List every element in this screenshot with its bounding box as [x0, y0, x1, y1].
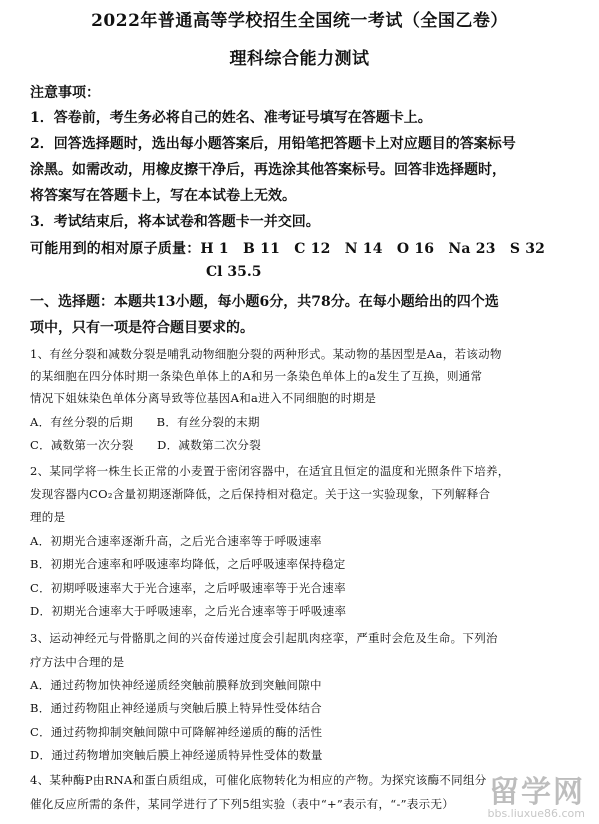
q3-option-d: D．通过药物增加突触后膜上神经递质特异性受体的数量: [30, 748, 323, 762]
watermark: [487, 767, 585, 820]
q3-stem-line-1: 3、运动神经元与骨骼肌之间的兴奋传递过度会引起肌肉痉挛，严重时会危及生命。下列治: [30, 631, 498, 645]
q1-options-cd: C．减数第一次分裂 D．减数第二次分裂: [30, 438, 262, 452]
watermark-url: bbs.liuxue86.com: [487, 807, 585, 820]
q3-option-a: A．通过药物加快神经递质经突触前膜释放到突触间隙中: [30, 678, 322, 692]
q3-option-c: C．通过药物抑制突触间隙中可降解神经递质的酶的活性: [30, 725, 323, 739]
section-1-heading-line-2: 项中，只有一项是符合题目要求的。: [30, 320, 254, 336]
q2-option-c: C．初期呼吸速率大于光合速率，之后呼吸速率等于光合速率: [30, 581, 346, 595]
q3-option-b: B．通过药物阻止神经递质与突触后膜上特异性受体结合: [30, 701, 322, 715]
notes-heading: 注意事项：: [30, 85, 100, 101]
q2-stem-line-2: 发现容器内CO₂含量初期逐渐降低，之后保持相对稳定。关于这一实验现象，下列解释合: [30, 487, 491, 501]
q2-option-b: B．初期光合速率和呼吸速率均降低，之后呼吸速率保持稳定: [30, 557, 346, 571]
exam-subtitle: 理科综合能力测试: [229, 49, 370, 69]
q2-stem-line-1: 2、某同学将一株生长正常的小麦置于密闭容器中，在适宜且恒定的温度和光照条件下培养，: [30, 464, 510, 478]
note-2-line-1: 2．回答选择题时，选出每小题答案后，用铅笔把答题卡上对应题目的答案标号: [30, 136, 516, 152]
q2-option-a: A．初期光合速率逐渐升高，之后光合速率等于呼吸速率: [30, 534, 322, 548]
exam-title: 2022年普通高等学校招生全国统一考试（全国乙卷）: [91, 11, 508, 31]
section-1-heading-line-1: 一、选择题：本题共13小题，每小题6分，共78分。在每小题给出的四个选: [30, 294, 499, 310]
q4-stem-line-1: 4、某种酶P由RNA和蛋白质组成，可催化底物转化为相应的产物。为探究该酶不同组分: [30, 773, 487, 787]
note-2-line-3: 将答案写在答题卡上，写在本试卷上无效。: [30, 188, 296, 204]
atomic-masses-line-2: Cl 35.5: [206, 264, 262, 280]
q4-stem-line-2: 催化反应所需的条件，某同学进行了下列5组实验（表中“+”表示有，“-”表示无）: [30, 797, 455, 811]
q2-option-d: D．初期光合速率大于呼吸速率，之后光合速率等于呼吸速率: [30, 604, 347, 618]
q1-stem-line-1: 1、有丝分裂和减数分裂是哺乳动物细胞分裂的两种形式。某动物的基因型是Aa，若该动物: [30, 347, 502, 361]
q2-stem-line-3: 理的是: [30, 510, 66, 524]
note-1: 1．答卷前，考生务必将自己的姓名、准考证号填写在答题卡上。: [30, 110, 432, 126]
note-3: 3．考试结束后，将本试卷和答题卡一并交回。: [30, 214, 320, 230]
q1-stem-line-2: 的某细胞在四分体时期一条染色单体上的A和另一条染色单体上的a发生了互换，则通常: [30, 369, 483, 383]
q1-stem-line-3: 情况下姐妹染色单体分离导致等位基因A和a进入不同细胞的时期是: [30, 391, 377, 405]
q3-stem-line-2: 疗方法中合理的是: [30, 655, 125, 669]
note-2-line-2: 涂黑。如需改动，用橡皮擦干净后，再选涂其他答案标号。回答非选择题时，: [30, 162, 506, 178]
watermark-logo: 留学网: [489, 775, 585, 810]
atomic-masses-line-1: 可能用到的相对原子质量：H 1 B 11 C 12 N 14 O 16 Na 23 S 32: [30, 241, 546, 257]
q1-options-ab: A．有丝分裂的后期 B．有丝分裂的末期: [30, 415, 260, 429]
